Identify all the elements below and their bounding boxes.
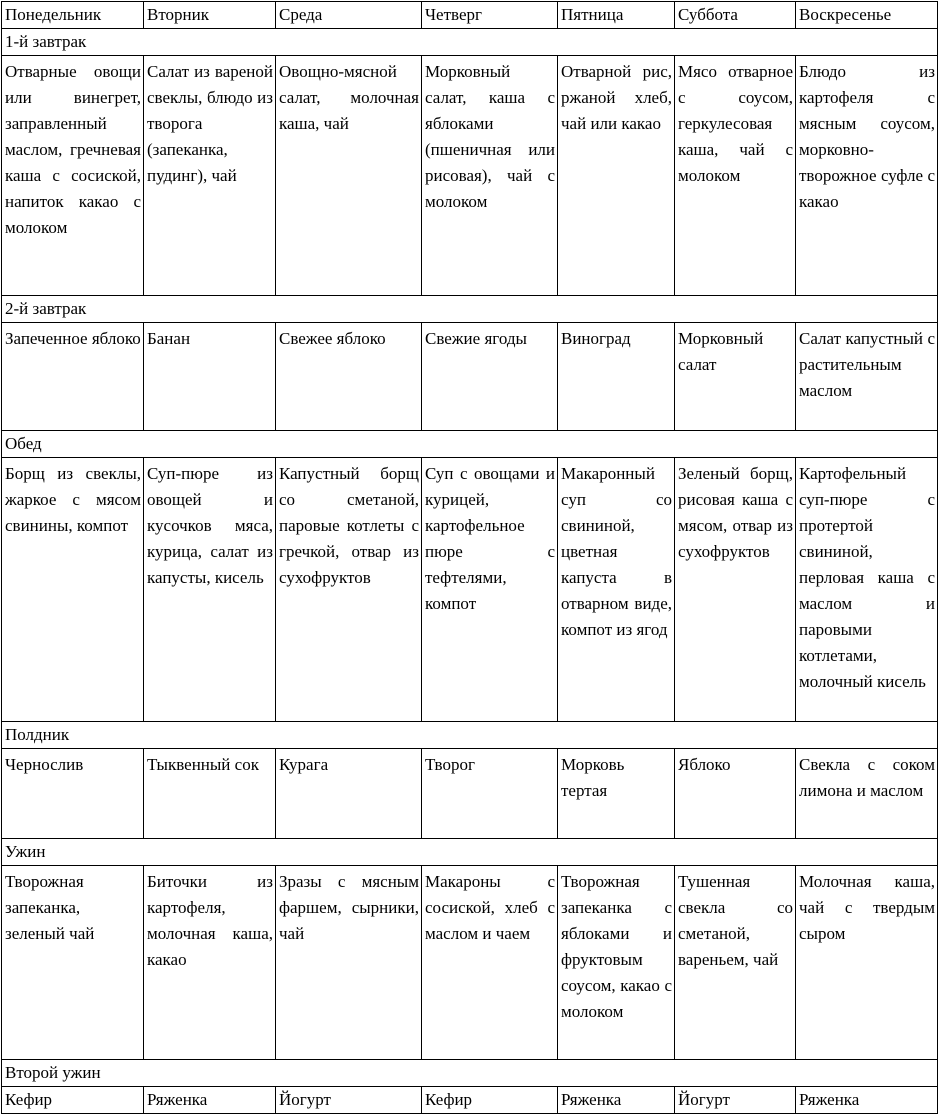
menu-cell: Творог xyxy=(422,749,558,839)
menu-cell: Морковный салат xyxy=(675,323,796,431)
meal-title-lunch: Обед xyxy=(2,431,938,458)
menu-cell: Салат капустный с растительным маслом xyxy=(796,323,938,431)
menu-cell: Банан xyxy=(144,323,276,431)
menu-cell: Йогурт xyxy=(675,1087,796,1114)
menu-cell: Ряженка xyxy=(796,1087,938,1114)
menu-cell: Отварной рис, ржаной хлеб, чай или какао xyxy=(558,56,675,296)
meal-items-row xyxy=(2,1087,938,1114)
day-header-saturday: Суббота xyxy=(675,2,796,29)
day-header-row xyxy=(2,2,938,29)
meal-section-row xyxy=(2,1060,938,1087)
meal-section-row xyxy=(2,431,938,458)
meal-items-row xyxy=(2,323,938,431)
day-header-sunday: Воскресенье xyxy=(796,2,938,29)
meal-title-snack: Полдник xyxy=(2,722,938,749)
meal-section-row xyxy=(2,296,938,323)
menu-cell: Виноград xyxy=(558,323,675,431)
menu-cell: Капустный борщ со сметаной, паровые котлеты с гречкой, отвар из сухофруктов xyxy=(276,458,422,722)
meal-section-row xyxy=(2,29,938,56)
menu-cell: Кефир xyxy=(422,1087,558,1114)
weekly-menu-table xyxy=(1,1,938,1114)
menu-cell: Яблоко xyxy=(675,749,796,839)
menu-cell: Тыквенный сок xyxy=(144,749,276,839)
menu-cell: Зразы с мясным фаршем, сырники, чай xyxy=(276,866,422,1060)
meal-title-breakfast-1: 1-й завтрак xyxy=(2,29,938,56)
day-header-friday: Пятница xyxy=(558,2,675,29)
menu-cell: Йогурт xyxy=(276,1087,422,1114)
menu-cell: Биточки из картофеля, молочная каша, какао xyxy=(144,866,276,1060)
meal-items-row xyxy=(2,866,938,1060)
menu-cell: Свежее яблоко xyxy=(276,323,422,431)
menu-cell: Мясо отварное с соусом, геркулесовая каша, чай с молоком xyxy=(675,56,796,296)
menu-cell: Творожная запеканка, зеленый чай xyxy=(2,866,144,1060)
menu-cell: Салат из вареной свеклы, блюдо из творога (запеканка, пудинг), чай xyxy=(144,56,276,296)
menu-cell: Макаронный суп со свининой, цветная капуста в отварном виде, компот из ягод xyxy=(558,458,675,722)
menu-cell: Картофельный суп-пюре с протертой свининой, перловая каша с маслом и паровыми котлетами, молочный кисель xyxy=(796,458,938,722)
day-header-monday: Понедельник xyxy=(2,2,144,29)
menu-cell: Тушенная свекла со сметаной, вареньем, чай xyxy=(675,866,796,1060)
day-header-thursday: Четверг xyxy=(422,2,558,29)
meal-title-dinner: Ужин xyxy=(2,839,938,866)
menu-cell: Борщ из свеклы, жаркое с мясом свинины, компот xyxy=(2,458,144,722)
meal-items-row xyxy=(2,56,938,296)
menu-cell: Блюдо из картофеля с мясным соусом, морковно-творожное суфле с какао xyxy=(796,56,938,296)
menu-cell: Чернослив xyxy=(2,749,144,839)
menu-cell: Курага xyxy=(276,749,422,839)
day-header-tuesday: Вторник xyxy=(144,2,276,29)
meal-section-row xyxy=(2,839,938,866)
menu-cell: Суп-пюре из овощей и кусочков мяса, курица, салат из капусты, кисель xyxy=(144,458,276,722)
meal-title-late-dinner: Второй ужин xyxy=(2,1060,938,1087)
menu-cell: Свекла с соком лимона и маслом xyxy=(796,749,938,839)
menu-cell: Отварные овощи или винегрет, заправленный маслом, гречневая каша с сосиской, напиток какао с молоком xyxy=(2,56,144,296)
menu-cell: Суп с овощами и курицей, картофельное пюре с тефтелями, компот xyxy=(422,458,558,722)
menu-cell: Свежие ягоды xyxy=(422,323,558,431)
menu-cell: Молочная каша, чай с твердым сыром xyxy=(796,866,938,1060)
menu-cell: Кефир xyxy=(2,1087,144,1114)
menu-cell: Творожная запеканка с яблоками и фруктовым соусом, какао с молоком xyxy=(558,866,675,1060)
menu-cell: Ряженка xyxy=(144,1087,276,1114)
menu-cell: Овощно-мясной салат, молочная каша, чай xyxy=(276,56,422,296)
menu-cell: Морковь тертая xyxy=(558,749,675,839)
meal-section-row xyxy=(2,722,938,749)
menu-cell: Морковный салат, каша с яблоками (пшеничная или рисовая), чай с молоком xyxy=(422,56,558,296)
menu-cell: Запеченное яблоко xyxy=(2,323,144,431)
menu-cell: Ряженка xyxy=(558,1087,675,1114)
meal-title-breakfast-2: 2-й завтрак xyxy=(2,296,938,323)
menu-cell: Макароны с сосиской, хлеб с маслом и чаем xyxy=(422,866,558,1060)
meal-items-row xyxy=(2,458,938,722)
day-header-wednesday: Среда xyxy=(276,2,422,29)
meal-items-row xyxy=(2,749,938,839)
menu-cell: Зеленый борщ, рисовая каша с мясом, отвар из сухофруктов xyxy=(675,458,796,722)
